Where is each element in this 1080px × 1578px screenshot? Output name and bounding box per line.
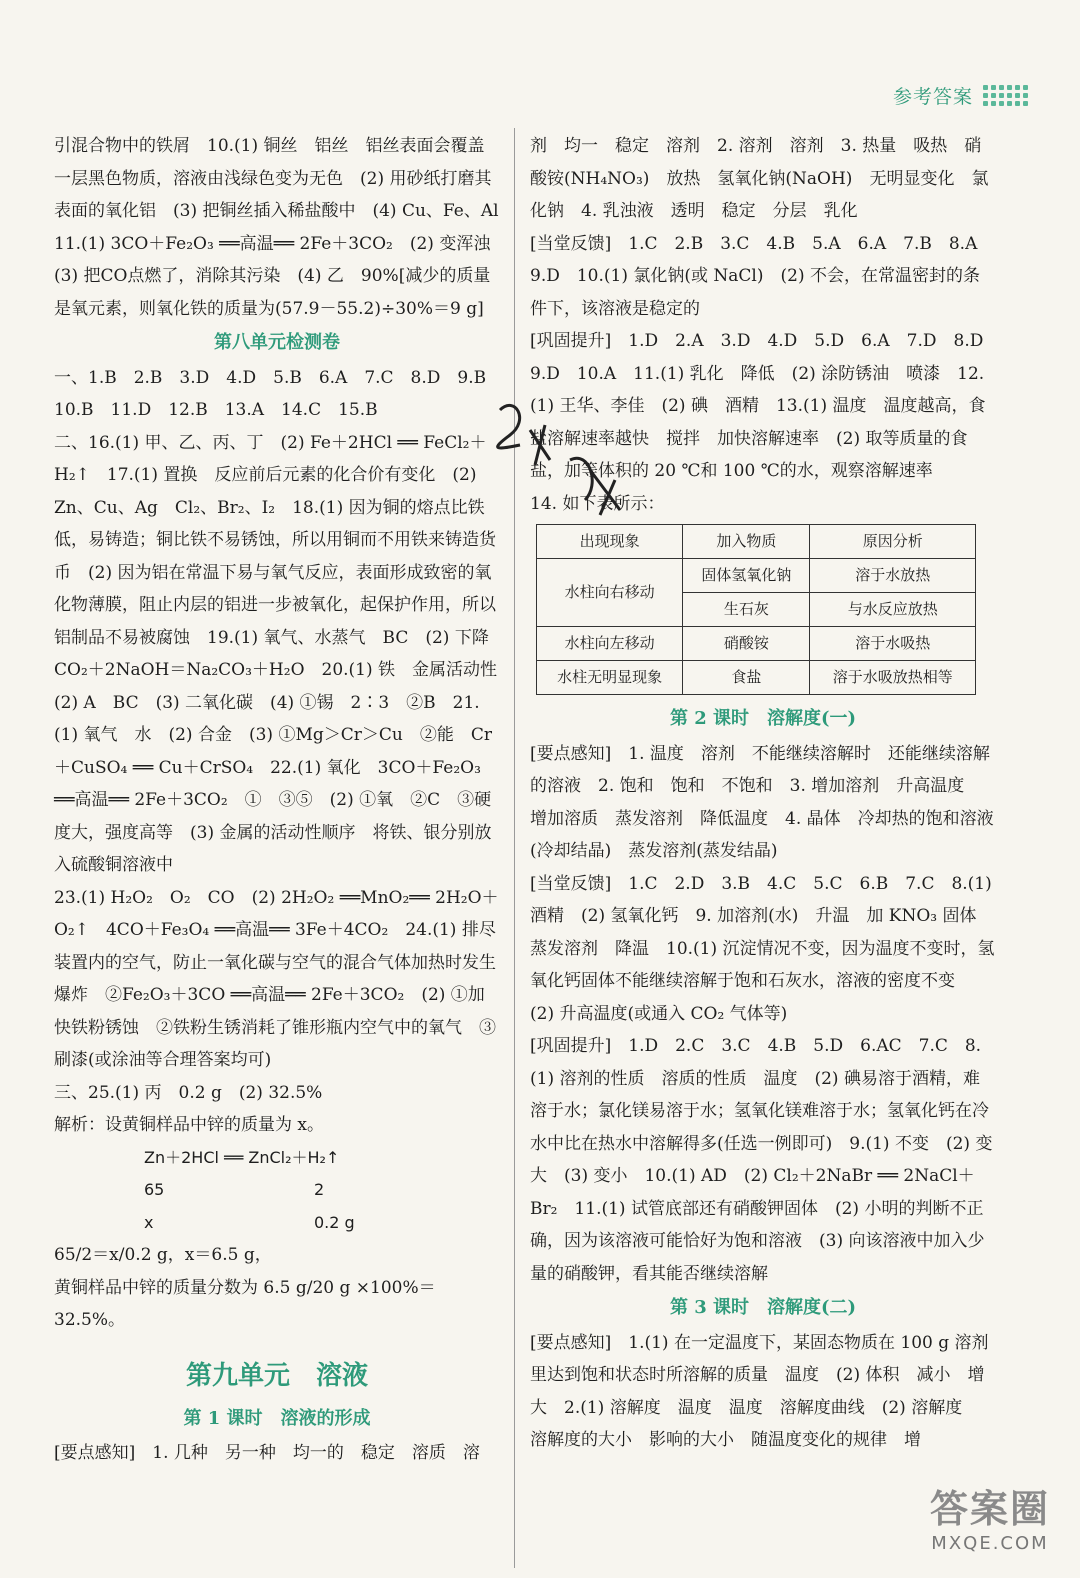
watermark-logo: 答案圈 [929, 1487, 1050, 1531]
lesson3-title: 第 3 课时 溶解度(二) [669, 1297, 857, 1318]
calc-value-x: x [144, 1212, 154, 1232]
left-para-5: 23.(1) H₂O₂ O₂ CO (2) 2H₂O₂ ══MnO₂══ 2H₂O＋O₂↑ 4CO＋Fe₃O₄ ══高温══ 3Fe＋4CO₂ 24.(1) 排尽装置内的空气，防止一氧化碳与空气的混合气体加热时发生爆炸 ②Fe₂O₃＋3CO ══高温══ 2Fe＋3CO₂ (2) ①加快铁粉锈蚀 ②铁粉生锈消耗了锥形瓶内空气中的氧气 ③刷漆(或涂油等合理答案均可) [54, 887, 499, 1070]
table-row [537, 661, 976, 695]
right-para-2: [当堂反馈] 1.C 2.B 3.C 4.B 5.A 6.A 7.B 8.A 9.D 10.(1) 氯化钠(或 NaCl) (2) 不会，在常温密封的条件下，该溶液是稳定的 [530, 233, 995, 319]
right-column [530, 130, 1001, 1457]
calculation-block [144, 1142, 500, 1240]
calc-mass-h2: 2 [314, 1180, 325, 1199]
table-header: 原因分析 [810, 525, 976, 559]
table-row [537, 627, 976, 661]
right-para-7: [巩固提升] 1.D 2.C 3.C 4.B 5.D 6.AC 7.C 8.(1) 溶剂的性质 溶质的性质 温度 (2) 碘易溶于酒精，难溶于水；氯化镁易溶于水；氢氧化镁难溶于水；氢氧化钙在冷水中比在热水中溶解得多(任选一例即可) 9.(1) 不变 (2) 变大 (3) 变小 10.(1) AD (2) Cl₂＋2NaBr ══ 2NaCl＋Br₂ 11.(1) 试管底部还有硝酸钾固体 (2) 小明的判断不正确，因为该溶液可能恰好为饱和溶液 (3) 向该溶液中加入少量的硝酸钾，看其能否继续溶解 [530, 1036, 993, 1284]
calc-value-h2: 0.2 g [314, 1212, 355, 1232]
left-para-6: 三、25.(1) 丙 0.2 g (2) 32.5% [54, 1082, 323, 1103]
unit9-title: 第九单元 溶液 [185, 1360, 368, 1391]
calc-mass-zn: 65 [144, 1180, 165, 1199]
lesson1-title: 第 1 课时 溶液的形成 [183, 1407, 371, 1429]
watermark-url: MXQE.COM [931, 1533, 1049, 1554]
calc-masses [144, 1174, 500, 1207]
table-cell: 水柱无明显现象 [537, 661, 683, 695]
right-para-8: [要点感知] 1.(1) 在一定温度下，某固态物质在 100 g 溶剂里达到饱和状态时所溶解的质量 温度 (2) 体积 减小 增大 2.(1) 溶解度 温度 温度 溶解度曲线 (2) 溶解度 溶解度的大小 影响的大小 随温度变化的规律 增 [530, 1332, 989, 1450]
left-para-7: 解析：设黄铜样品中锌的质量为 x。 [54, 1115, 324, 1135]
lesson2-title: 第 2 课时 溶解度(一) [669, 708, 857, 729]
right-para-3: [巩固提升] 1.D 2.A 3.D 4.D 5.D 6.A 7.D 8.D 9.D 10.A 11.(1) 乳化 降低 (2) 涂防锈油 喷漆 12.(1) 王华、李佳 (2) 碘 酒精 13.(1) 温度 温度越高，食盐溶解速率越快 搅拌 加快溶解速率 (2) 取等质量的食盐，加等体积的 20 ℃和 100 ℃的水，观察溶解速率 [530, 331, 1001, 481]
left-column [54, 130, 515, 1470]
table-cell: 硝酸铵 [683, 627, 810, 661]
header-title: 参考答案 [892, 86, 973, 108]
left-para-2: 11.(1) 3CO＋Fe₂O₃ ══高温══ 2Fe＋3CO₂ (2) 变浑浊 (3) 把CO点燃了，消除其污染 (4) 乙 90%[减少的质量是氧元素，则氧化铁的质量为(57.9－55.2)÷30%＝9 g] [54, 233, 508, 319]
calc-values [144, 1207, 500, 1240]
table-cell: 水柱向右移动 [537, 559, 683, 627]
right-para-6: [当堂反馈] 1.C 2.D 3.B 4.C 5.C 6.B 7.C 8.(1) 酒精 (2) 氢氧化钙 9. 加溶剂(水) 升温 加 KNO₃ 固体 蒸发溶剂 降温 10.(1) 沉淀情况不变，因为温度不变时，氢氧化钙固体不能继续溶解于饱和石灰水，溶液的密度不变 (2) 升高温度(或通入 CO₂ 气体等) [530, 873, 998, 1024]
table-cell: 与水反应放热 [810, 593, 976, 627]
page-header [893, 82, 1028, 109]
table-cell: 溶于水吸热 [810, 627, 976, 661]
left-para-10: [要点感知] 1. 几种 另一种 均一的 稳定 溶质 溶 [54, 1443, 480, 1463]
table-cell: 固体氢氧化钠 [683, 559, 810, 593]
table-cell: 水柱向左移动 [537, 627, 683, 661]
calc-equation: Zn＋2HCl ══ ZnCl₂＋H₂↑ [144, 1147, 340, 1167]
table-row [537, 559, 976, 593]
table-cell: 溶于水放热 [810, 559, 976, 593]
unit8-title: 第八单元检测卷 [214, 332, 340, 353]
left-para-9: 黄铜样品中锌的质量分数为 6.5 g/20 g ×100%＝32.5%。 [54, 1277, 436, 1330]
right-para-5: [要点感知] 1. 温度 溶剂 不能继续溶解时 还能继续溶解的溶液 2. 饱和 饱和 不饱和 3. 增加溶剂 升高温度 增加溶质 蒸发溶剂 降低温度 4. 晶体 冷却热的饱和溶液(冷却结晶) 蒸发溶剂(蒸发结晶) [530, 743, 994, 861]
right-para-1: 剂 均一 稳定 溶剂 2. 溶剂 溶剂 3. 热量 吸热 硝酸铵(NH₄NO₃) 放热 氢氧化钠(NaOH) 无明显变化 氯化钠 4. 乳浊液 透明 稳定 分层 乳化 [530, 136, 989, 221]
phenomenon-table [536, 524, 976, 695]
header-dots-decoration [983, 85, 1028, 106]
table-header: 出现现象 [537, 525, 683, 559]
table-cell: 生石灰 [683, 593, 810, 627]
table-cell: 食盐 [683, 661, 810, 695]
table-cell: 溶于水吸放热相等 [810, 661, 976, 695]
table-header: 加入物质 [683, 525, 810, 559]
pen-scribble-mark [490, 390, 670, 530]
left-para-1: 引混合物中的铁屑 10.(1) 铜丝 铝丝 铝丝表面会覆盖一层黑色物质，溶液由浅绿色变为无色 (2) 用砂纸打磨其表面的氧化铝 (3) 把铜丝插入稀盐酸中 (4) Cu、Fe、Al [54, 136, 499, 221]
column-divider [514, 128, 515, 1568]
site-watermark [930, 1478, 1050, 1554]
left-para-3: 一、1.B 2.B 3.D 4.D 5.B 6.A 7.C 8.D 9.B 10.B 11.D 12.B 13.A 14.C 15.B [54, 367, 504, 420]
right-para-4: 14. 如下表所示： [530, 493, 665, 514]
left-para-8: 65/2＝x/0.2 g，x＝6.5 g， [54, 1245, 272, 1265]
left-para-4: 二、16.(1) 甲、乙、丙、丁 (2) Fe＋2HCl ══ FeCl₂＋H₂↑ 17.(1) 置换 反应前后元素的化合价有变化 (2) Zn、Cu、Ag Cl₂、Br₂、I₂ 18.(1) 因为铜的熔点比铁低，易铸造；铜比铁不易锈蚀，所以用铜而不用铁来铸造货币 (2) 因为铝在常温下易与氧气反应，表面形成致密的氧化物薄膜，阻止内层的铝进一步被氧化，起保护作用，所以铝制品不易被腐蚀 19.(1) 氧气、水蒸气 BC (2) 下降 CO₂＋2NaOH＝Na₂CO₃＋H₂O 20.(1) 铁 金属活动性 (2) A BC (3) 二氧化碳 (4) ①锡 2∶3 ②B 21.(1) 氧气 水 (2) 合金 (3) ①Mg＞Cr＞Cu ②能 Cr＋CuSO₄ ══ Cu＋CrSO₄ 22.(1) 氧化 3CO＋Fe₂O₃ ══高温══ 2Fe＋3CO₂ ① ③⑤ (2) ①氧 ②C ③硬度大，强度高等 (3) 金属的活动性顺序 将铁、银分别放入硫酸铜溶液中 [54, 432, 515, 875]
